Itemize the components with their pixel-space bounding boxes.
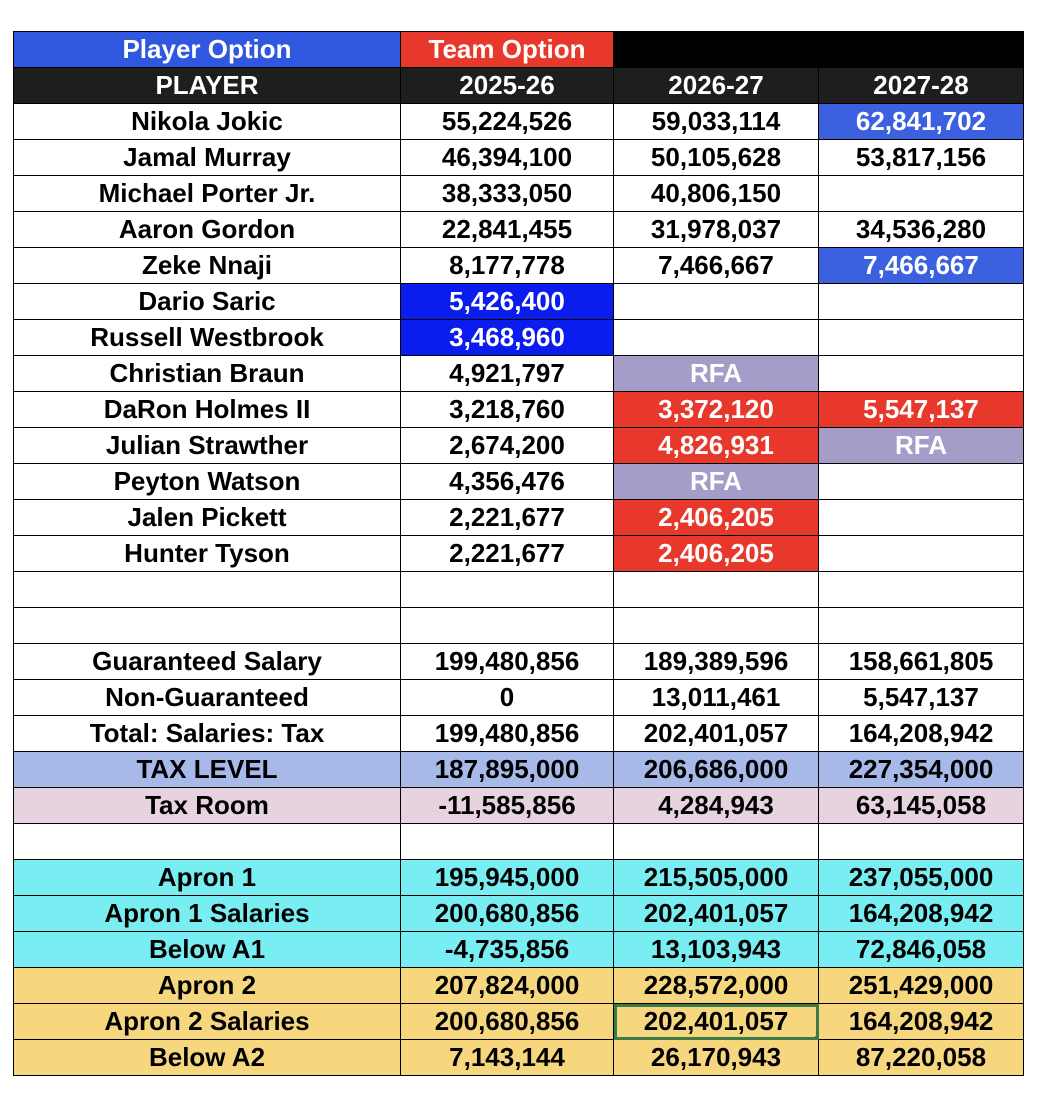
value-cell[interactable]: 164,208,942 bbox=[819, 896, 1024, 932]
header-2026-27[interactable]: 2026-27 bbox=[614, 68, 819, 104]
value-cell[interactable]: 13,103,943 bbox=[614, 932, 819, 968]
apron2-row bbox=[14, 968, 1024, 1004]
empty-cell[interactable] bbox=[14, 824, 401, 860]
player-name[interactable]: DaRon Holmes II bbox=[14, 392, 401, 428]
salary-cell[interactable]: 8,177,778 bbox=[401, 248, 614, 284]
player-option-cell[interactable]: 7,466,667 bbox=[819, 248, 1024, 284]
salary-cell[interactable]: 38,333,050 bbox=[401, 176, 614, 212]
selected-cell-value: 202,401,057 bbox=[643, 1006, 789, 1036]
tax-room-row bbox=[14, 788, 1024, 824]
row-label[interactable]: Below A1 bbox=[14, 932, 401, 968]
value-cell[interactable]: 207,824,000 bbox=[401, 968, 614, 1004]
value-cell[interactable]: 189,389,596 bbox=[614, 644, 819, 680]
blank-row bbox=[14, 572, 1024, 608]
value-cell[interactable]: -4,735,856 bbox=[401, 932, 614, 968]
row-label[interactable]: Apron 2 bbox=[14, 968, 401, 1004]
player-row bbox=[14, 248, 1024, 284]
value-cell[interactable]: 164,208,942 bbox=[819, 1004, 1024, 1040]
empty-cell[interactable] bbox=[401, 572, 614, 608]
player-row bbox=[14, 500, 1024, 536]
below-a2-row bbox=[14, 1040, 1024, 1076]
row-label[interactable]: Below A2 bbox=[14, 1040, 401, 1076]
value-cell[interactable]: 199,480,856 bbox=[401, 644, 614, 680]
header-player[interactable]: PLAYER bbox=[14, 68, 401, 104]
salary-cell[interactable]: 2,221,677 bbox=[401, 500, 614, 536]
empty-cell[interactable] bbox=[614, 608, 819, 644]
value-cell[interactable]: 237,055,000 bbox=[819, 860, 1024, 896]
value-cell[interactable]: 202,401,057 bbox=[614, 716, 819, 752]
salary-cell[interactable]: 53,817,156 bbox=[819, 140, 1024, 176]
legend-team-option[interactable]: Team Option bbox=[401, 32, 614, 68]
player-row bbox=[14, 356, 1024, 392]
salary-sheet bbox=[13, 31, 1024, 1076]
empty-cell[interactable] bbox=[401, 608, 614, 644]
empty-cell[interactable] bbox=[614, 320, 819, 356]
player-name[interactable]: Hunter Tyson bbox=[14, 536, 401, 572]
value-cell[interactable]: 63,145,058 bbox=[819, 788, 1024, 824]
player-name[interactable]: Julian Strawther bbox=[14, 428, 401, 464]
empty-cell[interactable] bbox=[819, 356, 1024, 392]
player-name[interactable]: Michael Porter Jr. bbox=[14, 176, 401, 212]
team-option-cell[interactable]: 4,826,931 bbox=[614, 428, 819, 464]
team-option-cell[interactable]: 5,547,137 bbox=[819, 392, 1024, 428]
value-cell[interactable]: 200,680,856 bbox=[401, 1004, 614, 1040]
value-cell[interactable]: 164,208,942 bbox=[819, 716, 1024, 752]
total-salaries-tax-row bbox=[14, 716, 1024, 752]
salary-cell[interactable]: 3,218,760 bbox=[401, 392, 614, 428]
value-cell[interactable]: 158,661,805 bbox=[819, 644, 1024, 680]
salary-cell[interactable]: 22,841,455 bbox=[401, 212, 614, 248]
value-cell[interactable]: 26,170,943 bbox=[614, 1040, 819, 1076]
player-name[interactable]: Christian Braun bbox=[14, 356, 401, 392]
value-cell[interactable]: 0 bbox=[401, 680, 614, 716]
value-cell[interactable]: -11,585,856 bbox=[401, 788, 614, 824]
player-name[interactable]: Dario Saric bbox=[14, 284, 401, 320]
row-label[interactable]: Apron 1 Salaries bbox=[14, 896, 401, 932]
empty-cell[interactable] bbox=[614, 572, 819, 608]
empty-cell[interactable] bbox=[614, 284, 819, 320]
empty-cell[interactable] bbox=[819, 608, 1024, 644]
value-cell[interactable]: 87,220,058 bbox=[819, 1040, 1024, 1076]
column-header-row bbox=[14, 68, 1024, 104]
value-cell[interactable]: 206,686,000 bbox=[614, 752, 819, 788]
team-option-cell[interactable]: 2,406,205 bbox=[614, 500, 819, 536]
player-row bbox=[14, 428, 1024, 464]
salary-cell[interactable]: 31,978,037 bbox=[614, 212, 819, 248]
value-cell[interactable]: 5,547,137 bbox=[819, 680, 1024, 716]
rfa-cell[interactable]: RFA bbox=[614, 356, 819, 392]
header-2027-28[interactable]: 2027-28 bbox=[819, 68, 1024, 104]
legend-row bbox=[14, 32, 1024, 68]
row-label[interactable]: Guaranteed Salary bbox=[14, 644, 401, 680]
salary-cell[interactable]: 59,033,114 bbox=[614, 104, 819, 140]
player-name[interactable]: Zeke Nnaji bbox=[14, 248, 401, 284]
value-cell[interactable]: 7,143,144 bbox=[401, 1040, 614, 1076]
row-label[interactable]: Total: Salaries: Tax bbox=[14, 716, 401, 752]
empty-cell[interactable] bbox=[819, 284, 1024, 320]
legend-blank-cell[interactable] bbox=[614, 32, 1024, 68]
row-label[interactable]: Non-Guaranteed bbox=[14, 680, 401, 716]
player-row bbox=[14, 140, 1024, 176]
non-guaranteed-row bbox=[14, 680, 1024, 716]
empty-cell[interactable] bbox=[819, 536, 1024, 572]
value-cell[interactable]: 227,354,000 bbox=[819, 752, 1024, 788]
salary-cell[interactable]: 4,921,797 bbox=[401, 356, 614, 392]
player-option-cell[interactable]: 3,468,960 bbox=[401, 320, 614, 356]
salary-cell[interactable]: 46,394,100 bbox=[401, 140, 614, 176]
blank-row bbox=[14, 608, 1024, 644]
team-option-cell[interactable]: 2,406,205 bbox=[614, 536, 819, 572]
value-cell[interactable]: 199,480,856 bbox=[401, 716, 614, 752]
player-row bbox=[14, 104, 1024, 140]
value-cell[interactable]: 200,680,856 bbox=[401, 896, 614, 932]
player-row bbox=[14, 212, 1024, 248]
legend-player-option[interactable]: Player Option bbox=[14, 32, 401, 68]
player-row bbox=[14, 392, 1024, 428]
value-cell[interactable]: 195,945,000 bbox=[401, 860, 614, 896]
salary-cell[interactable]: 34,536,280 bbox=[819, 212, 1024, 248]
value-cell[interactable]: 251,429,000 bbox=[819, 968, 1024, 1004]
row-label[interactable]: Apron 2 Salaries bbox=[14, 1004, 401, 1040]
salary-cell[interactable]: 40,806,150 bbox=[614, 176, 819, 212]
team-option-cell[interactable]: 3,372,120 bbox=[614, 392, 819, 428]
row-label[interactable]: TAX LEVEL bbox=[14, 752, 401, 788]
salary-cell[interactable]: 50,105,628 bbox=[614, 140, 819, 176]
salary-cell[interactable]: 2,674,200 bbox=[401, 428, 614, 464]
player-row bbox=[14, 284, 1024, 320]
empty-cell[interactable] bbox=[14, 572, 401, 608]
rfa-cell[interactable]: RFA bbox=[614, 464, 819, 500]
below-a1-row bbox=[14, 932, 1024, 968]
player-name[interactable]: Russell Westbrook bbox=[14, 320, 401, 356]
value-cell[interactable]: 4,284,943 bbox=[614, 788, 819, 824]
fill-handle[interactable] bbox=[815, 1036, 819, 1040]
empty-cell[interactable] bbox=[401, 824, 614, 860]
empty-cell[interactable] bbox=[819, 500, 1024, 536]
apron1-salaries-row bbox=[14, 896, 1024, 932]
player-row bbox=[14, 176, 1024, 212]
row-label[interactable]: Apron 1 bbox=[14, 860, 401, 896]
empty-cell[interactable] bbox=[819, 572, 1024, 608]
player-name[interactable]: Peyton Watson bbox=[14, 464, 401, 500]
player-option-cell[interactable]: 5,426,400 bbox=[401, 284, 614, 320]
value-cell[interactable]: 202,401,057 bbox=[614, 896, 819, 932]
salary-cell[interactable]: 4,356,476 bbox=[401, 464, 614, 500]
tax-level-row bbox=[14, 752, 1024, 788]
empty-cell[interactable] bbox=[14, 608, 401, 644]
value-cell[interactable]: 228,572,000 bbox=[614, 968, 819, 1004]
player-row bbox=[14, 320, 1024, 356]
player-name[interactable]: Jalen Pickett bbox=[14, 500, 401, 536]
guaranteed-salary-row bbox=[14, 644, 1024, 680]
value-cell[interactable]: 13,011,461 bbox=[614, 680, 819, 716]
player-option-cell[interactable]: 62,841,702 bbox=[819, 104, 1024, 140]
blank-row bbox=[14, 824, 1024, 860]
row-label[interactable]: Tax Room bbox=[14, 788, 401, 824]
header-2025-26[interactable]: 2025-26 bbox=[401, 68, 614, 104]
player-row bbox=[14, 536, 1024, 572]
apron1-row bbox=[14, 860, 1024, 896]
salary-cell[interactable]: 55,224,526 bbox=[401, 104, 614, 140]
value-cell[interactable]: 215,505,000 bbox=[614, 860, 819, 896]
empty-cell[interactable] bbox=[819, 824, 1024, 860]
player-row bbox=[14, 464, 1024, 500]
selected-cell[interactable] bbox=[614, 1004, 819, 1040]
player-name[interactable]: Aaron Gordon bbox=[14, 212, 401, 248]
salary-cell[interactable]: 2,221,677 bbox=[401, 536, 614, 572]
rfa-cell[interactable]: RFA bbox=[819, 428, 1024, 464]
empty-cell[interactable] bbox=[819, 320, 1024, 356]
empty-cell[interactable] bbox=[614, 824, 819, 860]
empty-cell[interactable] bbox=[819, 176, 1024, 212]
apron2-salaries-row bbox=[14, 1004, 1024, 1040]
value-cell[interactable]: 72,846,058 bbox=[819, 932, 1024, 968]
salary-cell[interactable]: 7,466,667 bbox=[614, 248, 819, 284]
value-cell[interactable]: 187,895,000 bbox=[401, 752, 614, 788]
player-name[interactable]: Jamal Murray bbox=[14, 140, 401, 176]
player-name[interactable]: Nikola Jokic bbox=[14, 104, 401, 140]
empty-cell[interactable] bbox=[819, 464, 1024, 500]
